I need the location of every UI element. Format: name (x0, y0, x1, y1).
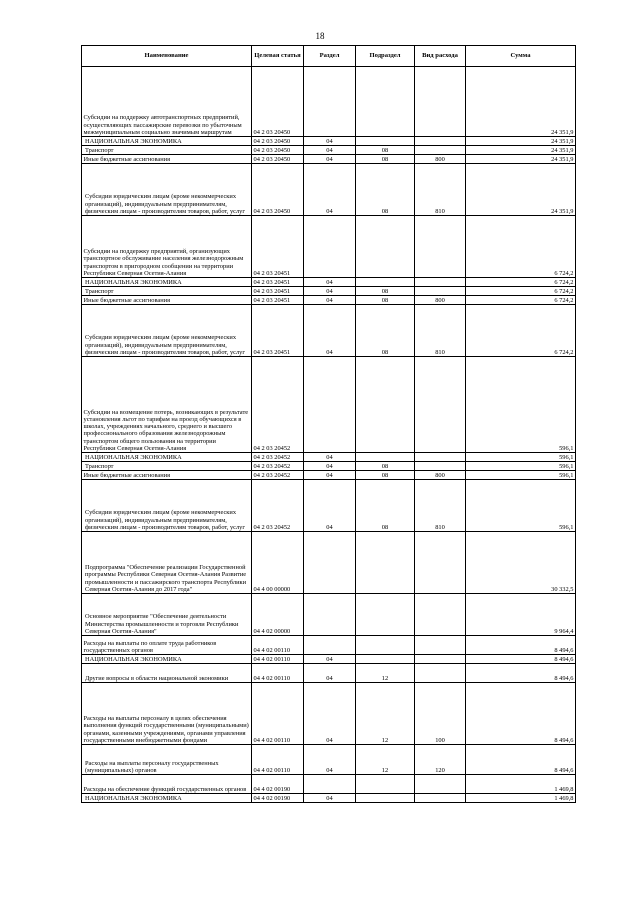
cell-section: 04 (304, 146, 356, 155)
cell-subsection: 08 (356, 287, 415, 296)
cell-subsection (356, 775, 415, 794)
table-row (82, 794, 576, 803)
cell-article: 04 2 03 20451 (252, 287, 304, 296)
cell-name: Расходы на выплаты персоналу государственных (муниципальных) органов (82, 745, 252, 775)
cell-subsection: 08 (356, 146, 415, 155)
header-amount: Сумма (466, 46, 576, 67)
table-row (82, 67, 576, 137)
cell-section (304, 216, 356, 278)
cell-name: Иные бюджетные ассигнования (82, 471, 252, 480)
cell-article: 04 4 02 00110 (252, 745, 304, 775)
cell-expense-type (415, 532, 466, 594)
cell-section: 04 (304, 155, 356, 164)
cell-section: 04 (304, 664, 356, 683)
cell-article: 04 4 02 00190 (252, 775, 304, 794)
cell-subsection: 08 (356, 480, 415, 532)
table-header-row (82, 46, 576, 67)
table-row (82, 594, 576, 636)
cell-section (304, 636, 356, 655)
cell-expense-type: 810 (415, 305, 466, 357)
cell-amount: 6 724,2 (466, 287, 576, 296)
table-body (82, 67, 576, 803)
cell-amount: 9 964,4 (466, 594, 576, 636)
cell-amount: 24 351,9 (466, 137, 576, 146)
table-row (82, 216, 576, 278)
cell-subsection: 12 (356, 683, 415, 745)
table-row (82, 775, 576, 794)
cell-name: Транспорт (82, 287, 252, 296)
cell-section: 04 (304, 745, 356, 775)
cell-subsection (356, 137, 415, 146)
cell-name: Иные бюджетные ассигнования (82, 155, 252, 164)
cell-expense-type (415, 216, 466, 278)
cell-amount: 24 351,9 (466, 155, 576, 164)
cell-subsection: 08 (356, 296, 415, 305)
cell-section: 04 (304, 480, 356, 532)
cell-amount: 6 724,2 (466, 278, 576, 287)
table-row (82, 664, 576, 683)
cell-article: 04 2 03 20452 (252, 453, 304, 462)
cell-article: 04 4 02 00110 (252, 664, 304, 683)
cell-section (304, 357, 356, 453)
table-row (82, 745, 576, 775)
cell-expense-type (415, 594, 466, 636)
cell-article: 04 2 03 20450 (252, 137, 304, 146)
header-subsection: Подраздел (356, 46, 415, 67)
cell-subsection (356, 636, 415, 655)
cell-name: Субсидии юридическим лицам (кроме некоммерческих организаций), индивидуальным предпринимателям, физическим лицам - производителям товаров, работ, услуг (82, 480, 252, 532)
cell-name: Субсидии на возмещение потерь, возникающих в результате установления льгот по тарифам на проезд обучающихся в школах, учреждениях начального, среднего и высшего профессионального образования железнодорожным транспортом общего пользования на территории Республики Северная Осетия-Алания (82, 357, 252, 453)
table-row (82, 155, 576, 164)
cell-expense-type: 810 (415, 480, 466, 532)
cell-expense-type: 120 (415, 745, 466, 775)
cell-amount: 6 724,2 (466, 305, 576, 357)
cell-subsection (356, 794, 415, 803)
cell-article: 04 4 02 00000 (252, 594, 304, 636)
cell-amount: 8 494,6 (466, 683, 576, 745)
cell-subsection: 12 (356, 745, 415, 775)
table-row (82, 636, 576, 655)
cell-article: 04 4 02 00110 (252, 636, 304, 655)
cell-amount: 1 469,8 (466, 794, 576, 803)
cell-amount: 1 469,8 (466, 775, 576, 794)
cell-article: 04 4 00 00000 (252, 532, 304, 594)
table-row (82, 683, 576, 745)
cell-section: 04 (304, 453, 356, 462)
cell-amount: 596,1 (466, 462, 576, 471)
cell-section (304, 532, 356, 594)
cell-amount: 24 351,9 (466, 146, 576, 155)
cell-name: Расходы на обеспечение функций государственных органов (82, 775, 252, 794)
cell-expense-type (415, 137, 466, 146)
cell-name: НАЦИОНАЛЬНАЯ ЭКОНОМИКА (82, 137, 252, 146)
cell-amount: 30 332,5 (466, 532, 576, 594)
cell-expense-type (415, 278, 466, 287)
cell-subsection: 08 (356, 305, 415, 357)
header-expense-type: Вид расхода (415, 46, 466, 67)
table-row (82, 305, 576, 357)
cell-article: 04 2 03 20451 (252, 296, 304, 305)
cell-article: 04 2 03 20450 (252, 146, 304, 155)
cell-amount: 6 724,2 (466, 216, 576, 278)
cell-article: 04 2 03 20452 (252, 357, 304, 453)
cell-name: Расходы на выплаты персоналу в целях обеспечения выполнения функций государственными (муниципальными) органами, казенными учреждениями, органами управления государственными внебюджетными фондами (82, 683, 252, 745)
cell-section (304, 67, 356, 137)
cell-expense-type: 810 (415, 164, 466, 216)
cell-amount: 6 724,2 (466, 296, 576, 305)
cell-name: Транспорт (82, 146, 252, 155)
table-row (82, 278, 576, 287)
cell-amount: 596,1 (466, 480, 576, 532)
cell-amount: 8 494,6 (466, 664, 576, 683)
cell-amount: 24 351,9 (466, 67, 576, 137)
cell-section: 04 (304, 164, 356, 216)
cell-amount: 8 494,6 (466, 655, 576, 664)
cell-section: 04 (304, 305, 356, 357)
cell-subsection (356, 594, 415, 636)
cell-name: Основное мероприятие "Обеспечение деятельности Министерства промышленности и торговли Республики Северная Осетия-Алания" (82, 594, 252, 636)
cell-section: 04 (304, 794, 356, 803)
cell-section: 04 (304, 296, 356, 305)
cell-amount: 596,1 (466, 471, 576, 480)
cell-article: 04 4 02 00110 (252, 655, 304, 664)
table-row (82, 146, 576, 155)
cell-section: 04 (304, 471, 356, 480)
cell-name: НАЦИОНАЛЬНАЯ ЭКОНОМИКА (82, 278, 252, 287)
table-row (82, 471, 576, 480)
cell-article: 04 2 03 20450 (252, 155, 304, 164)
cell-name: Субсидии юридическим лицам (кроме некоммерческих организаций), индивидуальным предпринимателям, физическим лицам - производителям товаров, работ, услуг (82, 305, 252, 357)
cell-expense-type: 800 (415, 296, 466, 305)
cell-section: 04 (304, 278, 356, 287)
table-row (82, 462, 576, 471)
table-row (82, 164, 576, 216)
cell-expense-type (415, 146, 466, 155)
table-row (82, 357, 576, 453)
cell-expense-type: 800 (415, 471, 466, 480)
page-number: 18 (315, 31, 325, 41)
cell-subsection: 08 (356, 462, 415, 471)
cell-article: 04 2 03 20451 (252, 278, 304, 287)
table-row (82, 453, 576, 462)
cell-expense-type (415, 636, 466, 655)
cell-subsection (356, 216, 415, 278)
budget-table (81, 45, 576, 803)
cell-name: Другие вопросы в области национальной экономики (82, 664, 252, 683)
cell-expense-type (415, 357, 466, 453)
cell-name: НАЦИОНАЛЬНАЯ ЭКОНОМИКА (82, 655, 252, 664)
cell-expense-type (415, 775, 466, 794)
cell-subsection (356, 453, 415, 462)
cell-article: 04 4 02 00190 (252, 794, 304, 803)
cell-expense-type (415, 462, 466, 471)
table-row (82, 296, 576, 305)
cell-name: Транспорт (82, 462, 252, 471)
cell-article: 04 2 03 20452 (252, 462, 304, 471)
cell-name: Субсидии на поддержку автотранспортных предприятий, осуществляющих пассажирские перевозки по убыточным межмуниципальным социально значимым маршрутам (82, 67, 252, 137)
cell-subsection (356, 655, 415, 664)
cell-subsection: 08 (356, 471, 415, 480)
cell-expense-type (415, 453, 466, 462)
table-row (82, 287, 576, 296)
header-name: Наименование (82, 46, 252, 67)
cell-subsection: 08 (356, 155, 415, 164)
cell-section (304, 775, 356, 794)
cell-name: Субсидии юридическим лицам (кроме некоммерческих организаций), индивидуальным предпринимателям, физическим лицам - производителям товаров, работ, услуг (82, 164, 252, 216)
cell-section: 04 (304, 137, 356, 146)
header-section: Раздел (304, 46, 356, 67)
table-row (82, 137, 576, 146)
cell-amount: 8 494,6 (466, 636, 576, 655)
cell-expense-type (415, 655, 466, 664)
header-article: Целевая статья (252, 46, 304, 67)
table-row (82, 655, 576, 664)
cell-expense-type: 800 (415, 155, 466, 164)
cell-name: Расходы на выплаты по оплате труда работников государственных органов (82, 636, 252, 655)
cell-subsection: 12 (356, 664, 415, 683)
table-row (82, 532, 576, 594)
cell-section: 04 (304, 683, 356, 745)
cell-article: 04 2 03 20451 (252, 216, 304, 278)
cell-subsection (356, 357, 415, 453)
cell-expense-type (415, 664, 466, 683)
cell-article: 04 2 03 20450 (252, 164, 304, 216)
cell-article: 04 2 03 20451 (252, 305, 304, 357)
cell-section (304, 594, 356, 636)
cell-name: Иные бюджетные ассигнования (82, 296, 252, 305)
cell-article: 04 2 03 20452 (252, 471, 304, 480)
cell-expense-type (415, 287, 466, 296)
cell-subsection (356, 532, 415, 594)
cell-subsection (356, 278, 415, 287)
cell-amount: 596,1 (466, 357, 576, 453)
table-row (82, 480, 576, 532)
cell-subsection (356, 67, 415, 137)
cell-name: НАЦИОНАЛЬНАЯ ЭКОНОМИКА (82, 453, 252, 462)
cell-subsection: 08 (356, 164, 415, 216)
cell-article: 04 2 03 20452 (252, 480, 304, 532)
cell-section: 04 (304, 462, 356, 471)
cell-section: 04 (304, 655, 356, 664)
cell-expense-type (415, 67, 466, 137)
cell-name: Субсидии на поддержку предприятий, организующих транспортное обслуживание населения железнодорожным транспортом в пригородном сообщении на территории Республики Северная Осетия-Алания (82, 216, 252, 278)
cell-expense-type (415, 794, 466, 803)
cell-name: НАЦИОНАЛЬНАЯ ЭКОНОМИКА (82, 794, 252, 803)
cell-amount: 24 351,9 (466, 164, 576, 216)
cell-expense-type: 100 (415, 683, 466, 745)
cell-article: 04 4 02 00110 (252, 683, 304, 745)
cell-amount: 8 494,6 (466, 745, 576, 775)
cell-section: 04 (304, 287, 356, 296)
cell-name: Подпрограмма "Обеспечение реализации Государственной программы Республики Северная Осетия-Алания Развитие промышленности и пассажирского транспорта Республики Северная Осетия-Алания до 2017 года" (82, 532, 252, 594)
cell-amount: 596,1 (466, 453, 576, 462)
cell-article: 04 2 03 20450 (252, 67, 304, 137)
